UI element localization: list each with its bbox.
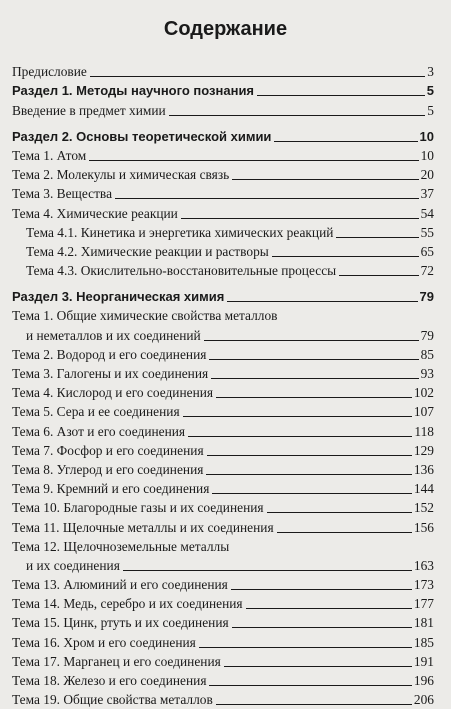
toc-leader	[227, 301, 417, 302]
toc-entry-title: Тема 2. Молекулы и химическая связь	[12, 167, 230, 183]
toc-entry	[12, 594, 434, 613]
toc-entry	[12, 223, 434, 242]
toc-page-number: 10	[419, 128, 434, 144]
toc-page-number: 136	[413, 461, 434, 477]
toc-page-number: 206	[413, 692, 434, 708]
toc-page-number: 20	[420, 167, 434, 183]
toc-entry	[12, 184, 434, 203]
toc-leader	[216, 704, 412, 705]
toc-leader	[272, 256, 419, 257]
toc-entry-title: Тема 11. Щелочные металлы и их соединения	[12, 519, 274, 535]
toc-leader	[212, 493, 412, 494]
toc-entry	[12, 364, 434, 383]
toc-page-number: 144	[413, 481, 434, 497]
toc-entry	[12, 441, 434, 460]
toc-leader	[207, 455, 412, 456]
toc-section-entry	[12, 127, 434, 146]
toc-entry	[12, 203, 434, 222]
toc-entry-title: Тема 3. Вещества	[12, 186, 113, 202]
toc-page-number: 156	[413, 519, 434, 535]
toc-leader	[274, 141, 417, 142]
toc-entry-title: Тема 1. Атом	[12, 147, 87, 163]
toc-entry-title: и их соединения	[26, 557, 120, 573]
toc-leader	[204, 340, 419, 341]
toc-entry	[12, 537, 434, 556]
toc-leader	[89, 160, 418, 161]
toc-entry	[12, 261, 434, 280]
toc-entry-title: Предисловие	[12, 64, 87, 80]
toc-entry	[12, 345, 434, 364]
toc-leader	[188, 436, 412, 437]
toc-page-number: 65	[420, 243, 434, 259]
toc-entry-title: Тема 6. Азот и его соединения	[12, 423, 186, 439]
toc-entry	[12, 479, 434, 498]
toc-page-number: 196	[413, 673, 434, 688]
toc-leader	[232, 627, 412, 628]
toc-entry-title: Тема 18. Железо и его соединения	[12, 673, 207, 688]
toc-leader	[246, 608, 412, 609]
toc-leader	[169, 115, 426, 116]
toc-entry	[12, 460, 434, 479]
toc-entry	[12, 383, 434, 402]
toc-section-entry	[12, 81, 434, 100]
toc-entry	[12, 652, 434, 671]
toc-entry-title: Тема 12. Щелочноземельные металлы	[12, 538, 230, 554]
toc-entry	[12, 613, 434, 632]
toc-leader	[216, 397, 412, 398]
toc-page-number: 37	[420, 186, 434, 202]
toc-entry-title: Тема 2. Водород и его соединения	[12, 346, 207, 362]
toc-leader	[199, 647, 412, 648]
toc-entry	[12, 517, 434, 536]
toc-page-number: 54	[420, 205, 434, 221]
toc-page-number: 181	[413, 615, 434, 631]
toc-entry-title: Тема 5. Сера и ее соединения	[12, 404, 180, 420]
toc-entry-title: Тема 17. Марганец и его соединения	[12, 653, 221, 669]
toc-entry-title: Тема 7. Фосфор и его соединения	[12, 442, 204, 458]
toc-page-number: 191	[413, 653, 434, 669]
toc-entry	[12, 100, 434, 119]
toc-entry	[12, 498, 434, 517]
toc-page-number: 3	[427, 64, 434, 80]
toc-leader	[183, 416, 412, 417]
page-title: Содержание	[163, 18, 288, 40]
toc-entry-title: Тема 19. Общие свойства металлов	[12, 692, 213, 708]
toc-entry	[12, 671, 434, 690]
toc-page-number: 79	[419, 289, 434, 305]
toc-leader	[123, 570, 412, 571]
toc-page-number: 118	[414, 423, 434, 439]
toc-entry-title: Раздел 1. Методы научного познания	[12, 83, 255, 99]
toc-entry-title: Тема 10. Благородные газы и их соединения	[12, 500, 264, 516]
toc-entry-title: Тема 4.3. Окислительно-восстановительные процессы	[26, 263, 337, 279]
toc-leader	[209, 359, 418, 360]
toc-page-number: 185	[413, 634, 434, 650]
toc-entry-title: Тема 4.1. Кинетика и энергетика химических реакций	[26, 224, 334, 240]
toc-entry	[12, 421, 434, 440]
toc-page-number: 177	[413, 596, 434, 612]
toc-entry-title: и неметаллов и их соединений	[26, 327, 201, 343]
toc-entry	[12, 165, 434, 184]
toc-entry-title: Тема 15. Цинк, ртуть и их соединения	[12, 615, 229, 631]
toc-leader	[336, 237, 418, 238]
toc-page-number: 55	[420, 224, 434, 240]
toc-entry-title: Тема 14. Медь, серебро и их соединения	[12, 596, 243, 612]
toc-entry-title: Тема 9. Кремний и его соединения	[12, 481, 210, 497]
toc-leader	[231, 589, 412, 590]
toc-entry-title: Тема 16. Хром и его соединения	[12, 634, 196, 650]
toc-page-number: 10	[420, 147, 434, 163]
toc-entry-title: Раздел 3. Неорганическая химия	[12, 289, 225, 305]
toc-leader	[224, 666, 412, 667]
toc-leader	[90, 76, 425, 77]
toc-page-number: 5	[427, 102, 434, 118]
toc-leader	[181, 218, 419, 219]
toc-entry-title: Тема 13. Алюминий и его соединения	[12, 577, 228, 593]
toc-leader	[339, 275, 418, 276]
toc-leader	[211, 378, 418, 379]
toc-page-number: 163	[413, 557, 434, 573]
toc-page-number: 72	[420, 263, 434, 279]
toc-entry-title: Введение в предмет химии	[12, 102, 166, 118]
toc-entry-title: Тема 4. Химические реакции	[12, 205, 178, 221]
toc-entry	[12, 306, 434, 325]
toc-page-number: 79	[420, 327, 434, 343]
toc-entry-title: Тема 4. Кислород и его соединения	[12, 385, 214, 401]
toc-page-number: 129	[413, 442, 434, 458]
toc-section-entry	[12, 287, 434, 306]
toc-entry	[12, 690, 434, 709]
toc-entry	[12, 242, 434, 261]
toc-page-number: 173	[413, 577, 434, 593]
toc-entry	[12, 62, 434, 81]
toc-entry-title: Тема 8. Углерод и его соединения	[12, 461, 204, 477]
toc-page-number: 107	[413, 404, 434, 420]
toc-page-number: 152	[413, 500, 434, 516]
toc-leader	[257, 95, 425, 96]
toc-entry	[12, 556, 434, 575]
table-of-contents	[12, 62, 434, 709]
toc-page-number: 5	[426, 83, 434, 99]
toc-entry	[12, 632, 434, 651]
toc-entry-title: Тема 3. Галогены и их соединения	[12, 366, 209, 381]
toc-entry-title: Раздел 2. Основы теоретической химии	[12, 128, 272, 144]
toc-page-number: 102	[413, 385, 434, 401]
toc-entry	[12, 575, 434, 594]
toc-entry	[12, 402, 434, 421]
toc-leader	[209, 685, 411, 686]
toc-leader	[277, 532, 412, 533]
toc-page-number: 85	[420, 346, 434, 362]
toc-page-number: 93	[420, 366, 434, 381]
toc-leader	[232, 179, 418, 180]
toc-entry-title: Тема 4.2. Химические реакции и растворы	[26, 243, 269, 259]
toc-entry	[12, 325, 434, 344]
toc-leader	[267, 512, 412, 513]
toc-entry	[12, 146, 434, 165]
toc-entry-title: Тема 1. Общие химические свойства металлов	[12, 308, 278, 324]
toc-leader	[206, 474, 412, 475]
toc-leader	[115, 198, 419, 199]
